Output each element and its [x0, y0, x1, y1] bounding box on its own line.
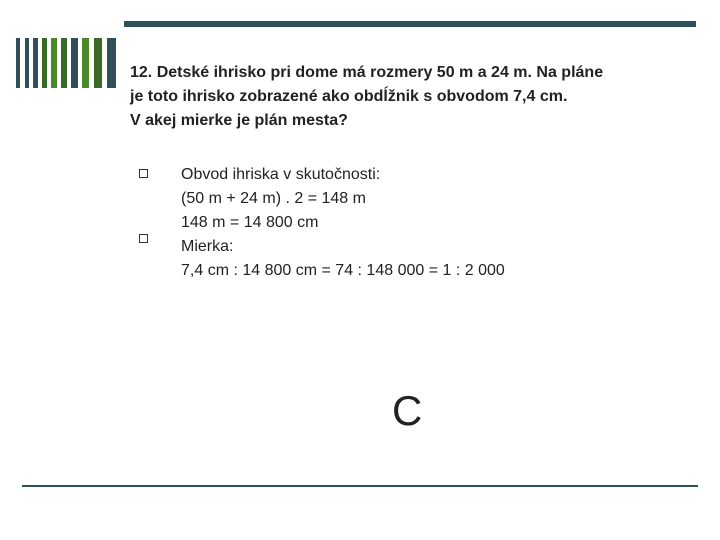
decor-bar: [107, 38, 116, 88]
answer-letter: C: [392, 387, 423, 434]
square-bullet-icon: [139, 234, 148, 243]
answer-line: 7,4 cm : 14 800 cm = 74 : 148 000 = 1 : 2 000: [181, 262, 505, 279]
top-rule: [124, 21, 696, 27]
answer-line: Obvod ihriska v skutočnosti:: [181, 166, 381, 183]
decorative-bars: [16, 38, 120, 88]
answer-line: 148 m = 14 800 cm: [181, 214, 319, 231]
decor-bar: [94, 38, 102, 88]
question-line: je toto ihrisko zobrazené ako obdĺžnik s obvodom 7,4 cm.: [130, 88, 568, 105]
bottom-rule: [22, 485, 698, 487]
decor-bar: [25, 38, 29, 88]
question-text: [130, 61, 690, 133]
decor-bar: [33, 38, 38, 88]
decor-bar: [42, 38, 47, 88]
decor-bar: [61, 38, 67, 88]
decor-bar: [16, 38, 20, 88]
decor-bar: [71, 38, 78, 88]
answer-line: (50 m + 24 m) . 2 = 148 m: [181, 190, 366, 207]
answer-line: Mierka:: [181, 238, 234, 255]
decor-bar: [82, 38, 89, 88]
question-line: 12. Detské ihrisko pri dome má rozmery 50 m a 24 m. Na pláne: [130, 64, 604, 81]
answer-text: [181, 163, 681, 283]
square-bullet-icon: [139, 169, 148, 178]
question-line: V akej mierke je plán mesta?: [130, 112, 348, 129]
decor-bar: [51, 38, 57, 88]
